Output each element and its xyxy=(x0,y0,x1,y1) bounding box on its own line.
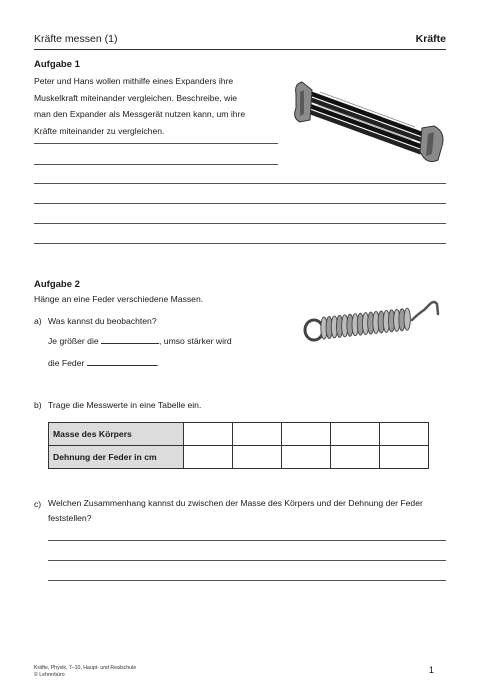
table-cell[interactable] xyxy=(233,423,282,446)
answer-line[interactable] xyxy=(34,203,446,204)
task1-text-line: Peter und Hans wollen mithilfe eines Expanders ihre xyxy=(34,76,234,86)
table-cell[interactable] xyxy=(282,423,331,446)
task2a-line2 xyxy=(48,355,159,372)
task2c-question-line: feststellen? xyxy=(48,513,92,523)
task2a-line1 xyxy=(48,333,232,350)
task2b-marker: b) xyxy=(34,400,42,410)
answer-line[interactable] xyxy=(34,183,446,184)
answer-line[interactable] xyxy=(48,580,446,581)
task2a-line2-post: . xyxy=(156,358,160,368)
answer-line[interactable] xyxy=(34,164,278,165)
task2-title: Aufgabe 2 xyxy=(34,279,80,290)
task1-text xyxy=(34,73,294,139)
task2a-line2-pre: die Feder xyxy=(48,358,85,368)
expander-handle-right xyxy=(420,126,443,162)
task2a-line1-pre: Je größer die xyxy=(48,336,99,346)
table-row xyxy=(49,423,429,446)
fill-in-blank[interactable] xyxy=(87,356,160,368)
task2b-instruction: Trage die Messwerte in eine Tabelle ein. xyxy=(48,400,202,410)
task1-text-line: man den Expander als Messgerät nutzen kann, um ihre xyxy=(34,109,246,119)
table-cell[interactable] xyxy=(282,446,331,469)
measurement-table xyxy=(48,422,429,469)
header-divider xyxy=(34,49,446,50)
table-row-label: Dehnung der Feder in cm xyxy=(49,446,184,469)
table-cell[interactable] xyxy=(233,446,282,469)
spring-coil xyxy=(404,308,410,330)
spring-coils xyxy=(321,308,411,339)
task2c-marker: c) xyxy=(34,499,42,509)
answer-line[interactable] xyxy=(48,540,446,541)
task2c-question-line: Welchen Zusammenhang kannst du zwischen der Masse des Körpers und der Dehnung der Feder xyxy=(48,498,423,508)
table-cell[interactable] xyxy=(184,423,233,446)
task2-intro: Hänge an eine Feder verschiedene Massen. xyxy=(34,294,204,304)
table-cell[interactable] xyxy=(331,446,380,469)
answer-line[interactable] xyxy=(34,243,446,244)
page-number: 1 xyxy=(428,665,434,676)
answer-line[interactable] xyxy=(34,223,446,224)
answer-line[interactable] xyxy=(34,143,278,144)
task2a-question: Was kannst du beobachten? xyxy=(48,316,157,326)
task2a-line1-post: , umso stärker wird xyxy=(159,336,232,346)
table-cell[interactable] xyxy=(380,423,429,446)
expander-image xyxy=(290,72,450,172)
task1-title: Aufgabe 1 xyxy=(34,59,80,70)
expander-cables xyxy=(310,92,422,152)
table-cell[interactable] xyxy=(331,423,380,446)
spring-image xyxy=(300,296,448,352)
expander-handle-left xyxy=(295,82,312,122)
spring-eye-left xyxy=(305,320,323,340)
task1-text-line: Kräfte miteinander zu vergleichen. xyxy=(34,125,165,136)
table-cell[interactable] xyxy=(380,446,429,469)
fill-in-blank[interactable] xyxy=(101,334,159,344)
task1-text-line: Muskelkraft miteinander vergleichen. Beschreibe, wie xyxy=(34,92,238,103)
table-row xyxy=(49,446,429,469)
section-title: Kräfte xyxy=(415,33,446,45)
table-row-label: Masse des Körpers xyxy=(49,423,184,446)
worksheet-title: Kräfte messen (1) xyxy=(34,33,118,45)
task2c-question xyxy=(48,496,448,526)
task2a-marker: a) xyxy=(34,316,42,326)
spring-hook-right xyxy=(412,302,438,320)
footer-source: Kräfte, Physik, 7–10, Haupt- und Realschule xyxy=(34,665,137,671)
table-cell[interactable] xyxy=(184,446,233,469)
footer-copyright: © Lehrerbüro xyxy=(34,672,65,678)
answer-line[interactable] xyxy=(48,560,446,561)
